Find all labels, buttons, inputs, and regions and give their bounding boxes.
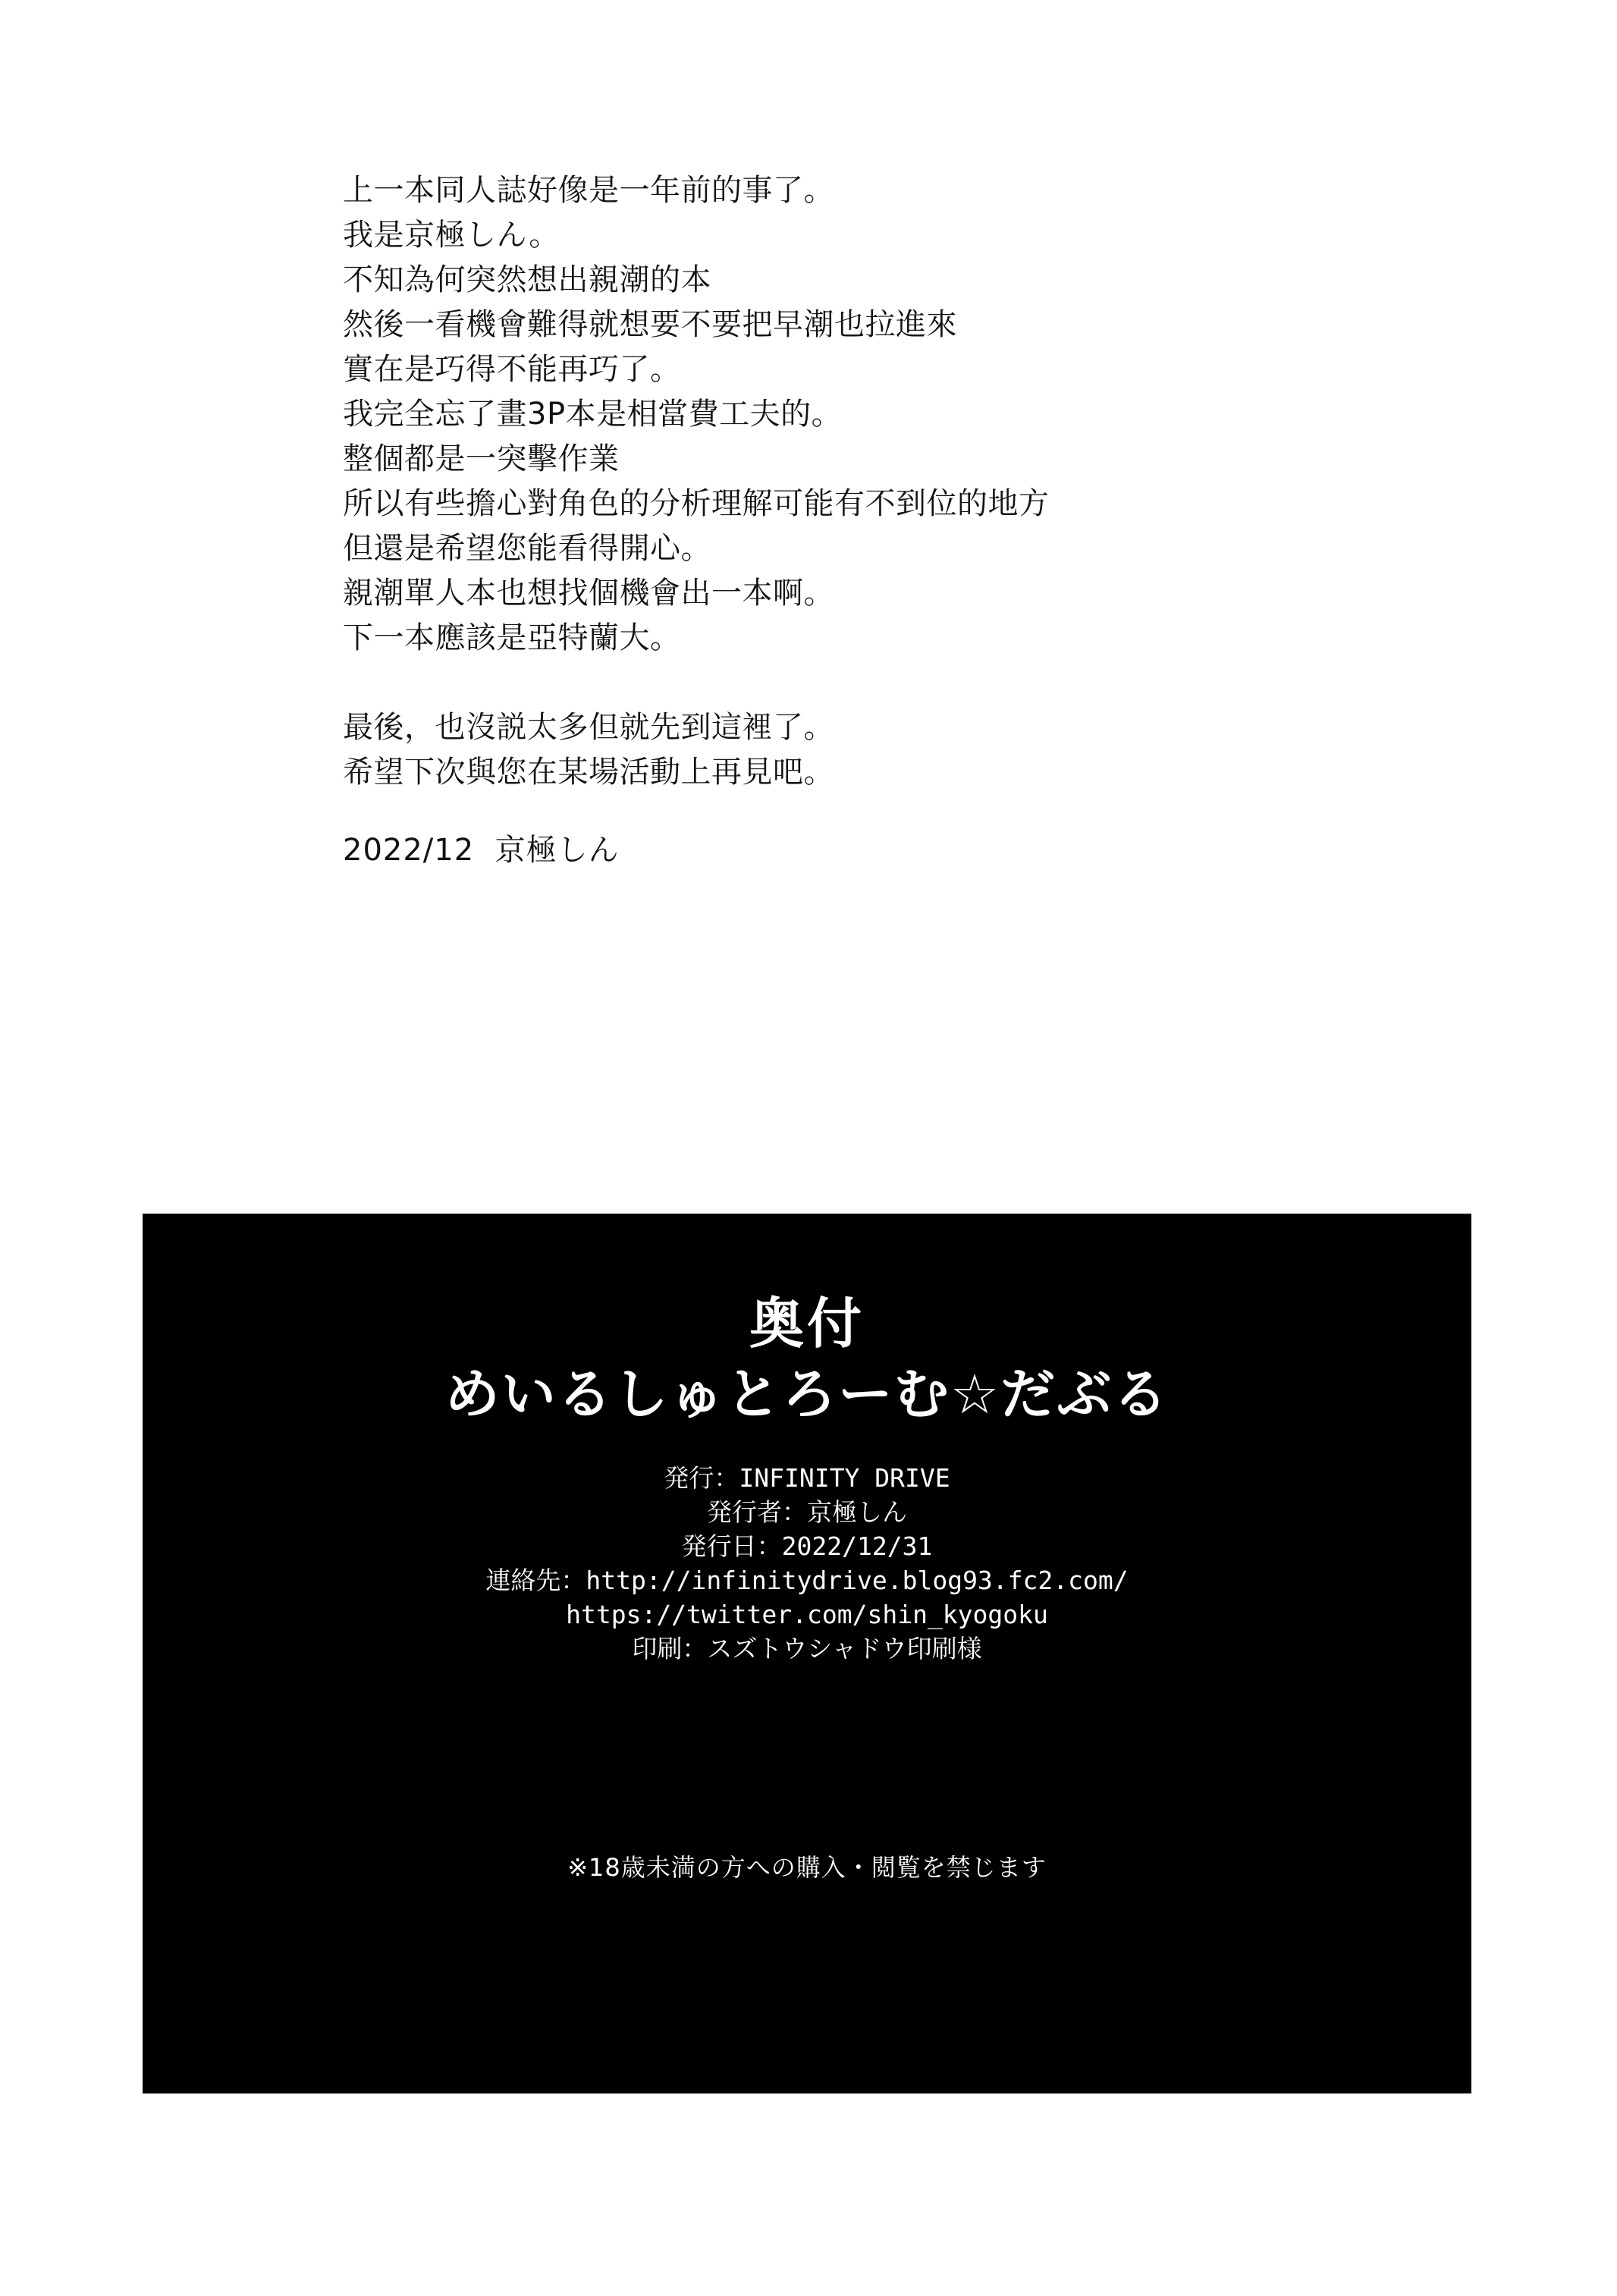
paragraph-spacer (343, 661, 1420, 705)
afterword-line: 我完全忘了畫3P本是相當費工夫的。 (343, 397, 843, 432)
colophon-meta-list (143, 1461, 1471, 1666)
afterword-line: 整個都是一突擊作業 (343, 441, 620, 476)
afterword-line: 親潮單人本也想找個機會出一本啊。 (343, 576, 834, 611)
colophon-meta-row: 発行者：京極しん (707, 1497, 907, 1527)
afterword-signature: 2022/12 京極しん (343, 833, 620, 868)
colophon-meta-row-contact-blog[interactable]: 連絡先：http://infinitydrive.blog93.fc2.com/ (485, 1566, 1129, 1595)
afterword-text-block (343, 168, 1420, 873)
afterword-line: 不知為何突然想出親潮的本 (343, 262, 711, 297)
afterword-line: 我是京極しん。 (343, 218, 560, 253)
colophon-meta-row: 発行：INFINITY DRIVE (664, 1463, 950, 1493)
afterword-line: 然後一看機會難得就想要不要把早潮也拉進來 (343, 307, 957, 342)
afterword-line: 下一本應該是亞特蘭大。 (343, 620, 681, 655)
afterword-line: 但還是希望您能看得開心。 (343, 531, 711, 566)
afterword-line: 上一本同人誌好像是一年前的事了。 (343, 173, 834, 208)
colophon-meta-row: 発行日：2022/12/31 (681, 1531, 933, 1561)
colophon-subtitle: めいるしゅとろーむ☆だぶる (444, 1362, 1170, 1426)
colophon-meta-row: 印刷：スズトウシャドウ印刷様 (632, 1634, 982, 1663)
afterword-line: 所以有些擔心對角色的分析理解可能有不到位的地方 (343, 486, 1050, 521)
colophon-title: 奥付 (749, 1292, 865, 1355)
age-restriction-notice: ※18歳未満の方への購入・閲覧を禁じます (567, 1853, 1047, 1882)
colophon-meta-row-contact-twitter[interactable]: https://twitter.com/shin_kyogoku (566, 1600, 1048, 1629)
colophon-panel (143, 1214, 1471, 2093)
afterword-line: 實在是巧得不能再巧了。 (343, 352, 681, 387)
afterword-closing-line: 希望下次與您在某場活動上再見吧。 (343, 755, 834, 790)
afterword-closing-line: 最後，也沒説太多但就先到這裡了。 (343, 710, 834, 745)
